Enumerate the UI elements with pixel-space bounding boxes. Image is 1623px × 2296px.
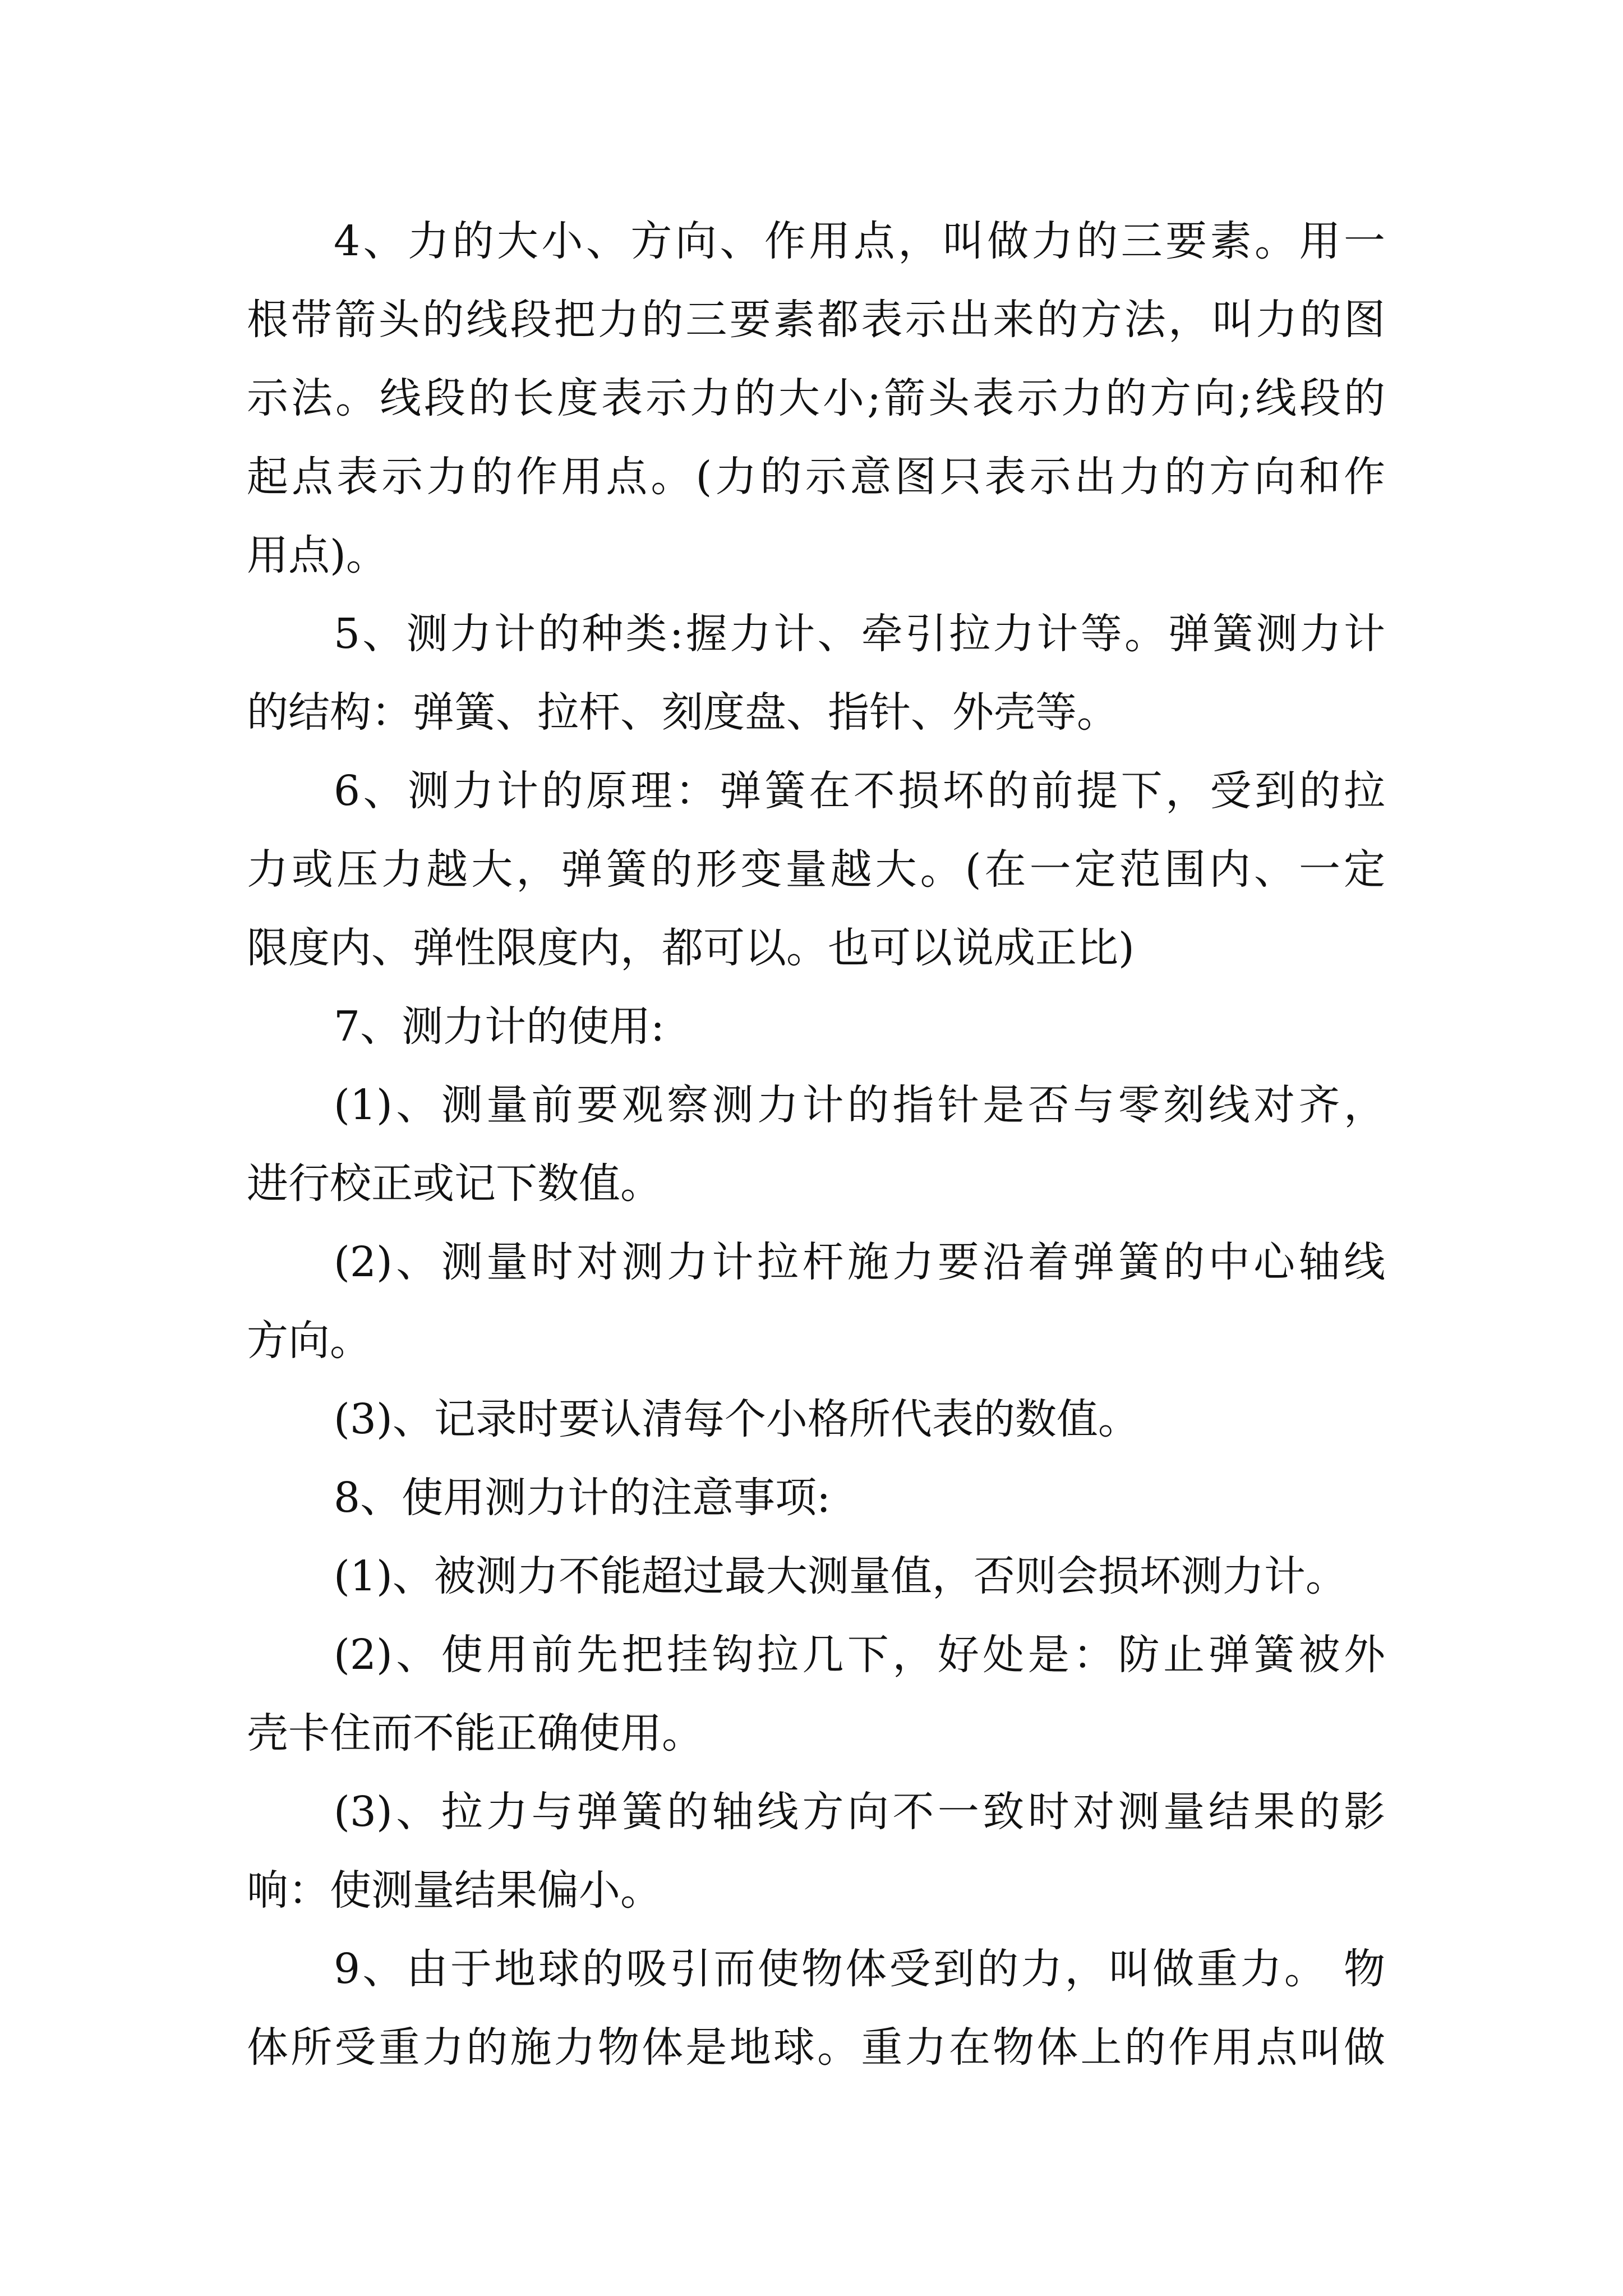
paragraph-8-item-3 xyxy=(247,1773,1385,1930)
text-line: (3)、拉力与弹簧的轴线方向不一致时对测量结果的影 xyxy=(334,1788,1385,1836)
text-line: 力或压力越大，弹簧的形变量越大。(在一定范围内、一定 xyxy=(247,845,1385,894)
text-line: 5、测力计的种类:握力计、牵引拉力计等。弹簧测力计 xyxy=(334,610,1385,658)
text-line: 6、测力计的原理：弹簧在不损坏的前提下，受到的拉 xyxy=(334,767,1385,815)
paragraph-7-item-3 xyxy=(247,1380,1385,1458)
text-line: (2)、使用前先把挂钩拉几下，好处是：防止弹簧被外 xyxy=(334,1631,1385,1679)
paragraph-9 xyxy=(247,1930,1385,2087)
text-line: 响：使测量结果偏小。 xyxy=(247,1866,662,1915)
document-body xyxy=(247,202,1385,2087)
text-line: (1)、被测力不能超过最大测量值，否则会损坏测力计。 xyxy=(334,1552,1347,1600)
text-line: (1)、测量前要观察测力计的指针是否与零刻线对齐， xyxy=(334,1081,1385,1129)
text-line: 限度内、弹性限度内，都可以。也可以说成正比) xyxy=(247,924,1135,972)
paragraph-8-item-2 xyxy=(247,1616,1385,1773)
text-line: 示法。线段的长度表示力的大小;箭头表示力的方向;线段的 xyxy=(247,374,1385,422)
text-line: 进行校正或记下数值。 xyxy=(247,1159,662,1208)
paragraph-8 xyxy=(247,1458,1385,1537)
text-line: 的结构：弹簧、拉杆、刻度盘、指针、外壳等。 xyxy=(247,688,1118,737)
text-line: 8、使用测力计的注意事项: xyxy=(334,1474,831,1522)
text-line: 7、测力计的使用: xyxy=(334,1002,665,1051)
paragraph-6 xyxy=(247,752,1385,987)
text-line: 起点表示力的作用点。(力的示意图只表示出力的方向和作 xyxy=(247,453,1385,501)
paragraph-7-item-2 xyxy=(247,1223,1385,1380)
text-line: 根带箭头的线段把力的三要素都表示出来的方法，叫力的图 xyxy=(247,296,1385,344)
text-line: 方向。 xyxy=(247,1317,371,1365)
text-line: (3)、记录时要认清每个小格所代表的数值。 xyxy=(334,1395,1140,1443)
text-line: 4、力的大小、方向、作用点，叫做力的三要素。用一 xyxy=(334,217,1385,265)
text-line: 壳卡住而不能正确使用。 xyxy=(247,1709,703,1757)
paragraph-7 xyxy=(247,987,1385,1066)
paragraph-5 xyxy=(247,595,1385,752)
text-line: (2)、测量时对测力计拉杆施力要沿着弹簧的中心轴线 xyxy=(334,1238,1385,1286)
paragraph-8-item-1 xyxy=(247,1537,1385,1616)
paragraph-7-item-1 xyxy=(247,1066,1385,1223)
text-line: 用点)。 xyxy=(247,531,388,579)
text-line: 9、由于地球的吸引而使物体受到的力，叫做重力。 物 xyxy=(334,1945,1385,1993)
text-line: 体所受重力的施力物体是地球。重力在物体上的作用点叫做 xyxy=(247,2023,1385,2072)
paragraph-4 xyxy=(247,202,1385,595)
